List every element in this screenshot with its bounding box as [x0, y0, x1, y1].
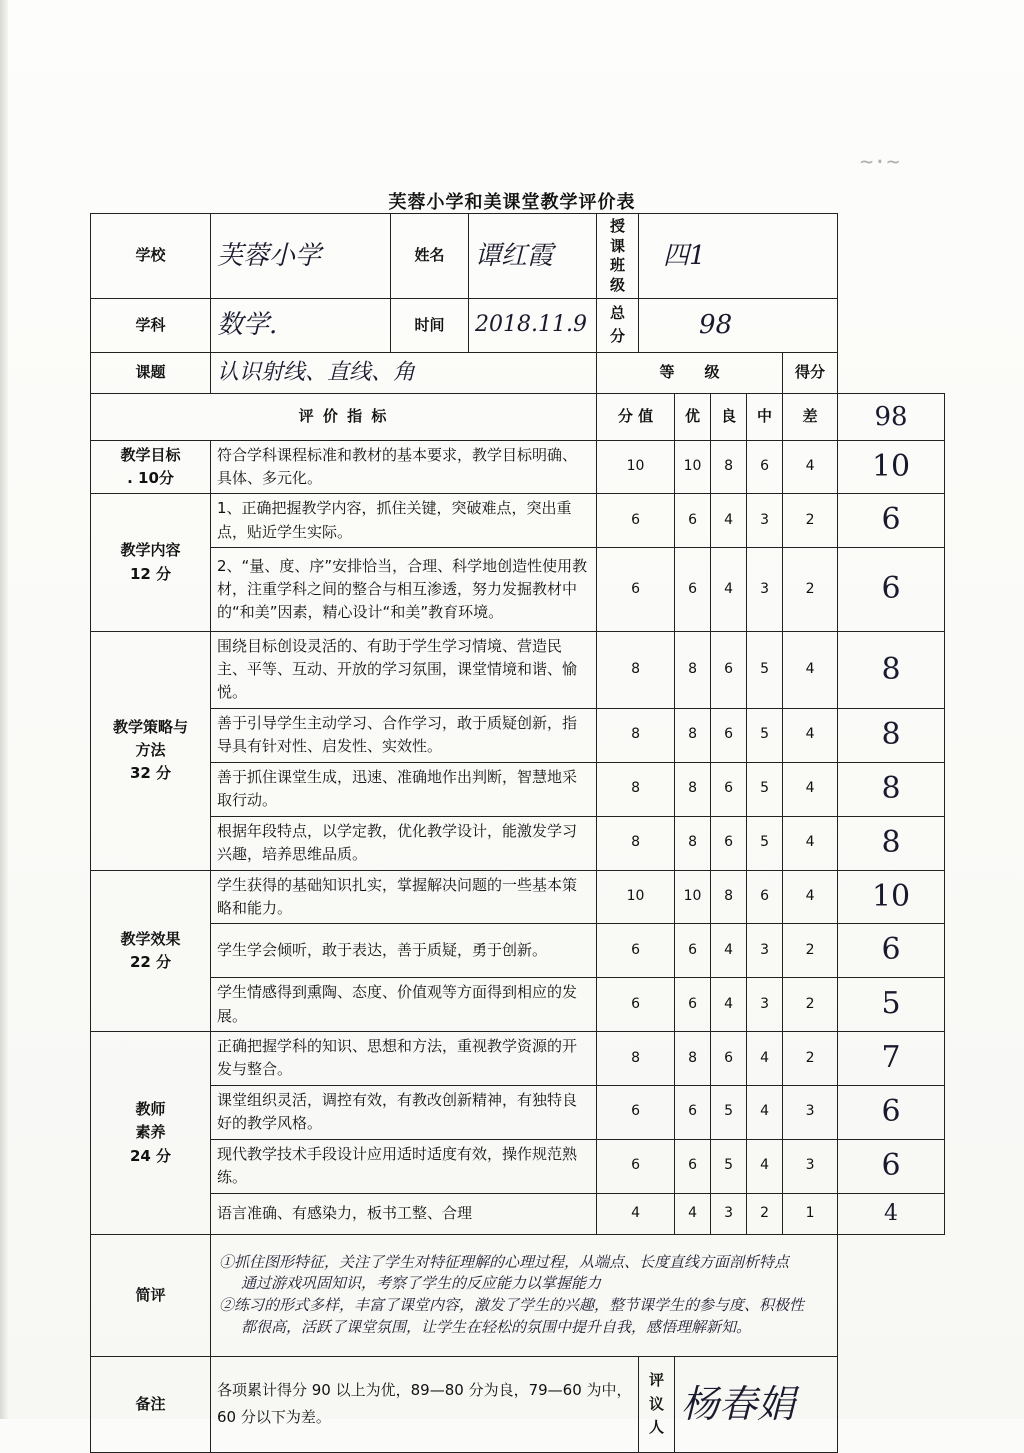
grade-label [597, 214, 639, 299]
criteria-text: 学生情感得到熏陶、态度、价值观等方面得到相应的发展。 [211, 978, 597, 1032]
form-title: 芙蓉小学和美课堂教学评价表 [388, 192, 636, 213]
criteria-row [91, 494, 945, 548]
excellent-value: 8 [675, 631, 711, 708]
points-value: 6 [597, 1085, 675, 1139]
points-value: 6 [597, 547, 675, 631]
medium-value: 5 [747, 816, 783, 870]
header-row-1 [91, 214, 945, 299]
points-value: 8 [597, 631, 675, 708]
criteria-text: 课堂组织灵活，调控有效，有教改创新精神，有独特良好的教学风格。 [211, 1085, 597, 1139]
good-value: 6 [711, 631, 747, 708]
level-label: 等 级 [597, 352, 783, 393]
medium-value: 6 [747, 870, 783, 924]
grade-label-line-2: 班级 [610, 256, 626, 294]
handwritten-score: 4 [838, 1193, 945, 1234]
criteria-row [91, 440, 945, 494]
criteria-text: 1、正确把握教学内容，抓住关键，突破难点，突出重点，贴近学生实际。 [211, 494, 597, 548]
medium-value: 4 [747, 1032, 783, 1086]
excellent-value: 6 [675, 1139, 711, 1193]
criteria-row [91, 1193, 945, 1234]
good-value: 4 [711, 494, 747, 548]
comment-line-1: ①抓住图形特征，关注了学生对特征理解的心理过程，从端点、长度直线方面剖析特点 [219, 1252, 790, 1271]
criteria-row [91, 870, 945, 924]
topic-value: 认识射线、直线、角 [211, 352, 597, 393]
header-row-3 [91, 352, 945, 393]
excellent-value: 10 [675, 440, 711, 494]
good-value: 5 [711, 1085, 747, 1139]
criteria-row [91, 1139, 945, 1193]
criteria-row [91, 1032, 945, 1086]
good-value: 4 [711, 978, 747, 1032]
criteria-text: 现代教学技术手段设计应用适时适度有效，操作规范熟练。 [211, 1139, 597, 1193]
medium-value: 3 [747, 494, 783, 548]
poor-value: 4 [783, 631, 838, 708]
poor-header: 差 [783, 393, 838, 440]
criteria-row [91, 762, 945, 816]
criteria-text: 正确把握学科的知识、思想和方法，重视教学资源的开发与整合。 [211, 1032, 597, 1086]
good-value: 4 [711, 547, 747, 631]
excellent-value: 8 [675, 1032, 711, 1086]
comment-label: 简评 [91, 1234, 211, 1356]
medium-value: 4 [747, 1085, 783, 1139]
column-header-row [91, 393, 945, 440]
school-value: 芙蓉小学 [211, 214, 391, 299]
criteria-text: 学生获得的基础知识扎实，掌握解决问题的一些基本策略和能力。 [211, 870, 597, 924]
handwritten-score: 6 [838, 1139, 945, 1193]
poor-value: 4 [783, 816, 838, 870]
poor-value: 1 [783, 1193, 838, 1234]
points-value: 6 [597, 1139, 675, 1193]
good-header: 良 [711, 393, 747, 440]
good-value: 6 [711, 1032, 747, 1086]
grade-value: 四1 [639, 214, 838, 299]
total-label: 总分 [597, 299, 639, 353]
comment-row [91, 1234, 945, 1356]
header-row-2 [91, 299, 945, 353]
evaluation-table [90, 213, 945, 1453]
criteria-text: 善于抓住课堂生成，迅速、准确地作出判断，智慧地采取行动。 [211, 762, 597, 816]
section-category: 教学目标 . 10分 [91, 440, 211, 494]
excellent-value: 6 [675, 924, 711, 978]
good-value: 3 [711, 1193, 747, 1234]
medium-value: 5 [747, 762, 783, 816]
good-value: 8 [711, 870, 747, 924]
comment-line-3: ②练习的形式多样，丰富了课堂内容，激发了学生的兴趣，整节课学生的参与度、积极性 [219, 1296, 805, 1315]
medium-header: 中 [747, 393, 783, 440]
section-category: 教学效果 22 分 [91, 870, 211, 1032]
excellent-header: 优 [675, 393, 711, 440]
criteria-text: 2、“量、度、序”安排恰当，合理、科学地创造性使用教材，注重学科之间的整合与相互渗透，努力发掘教材中的“和美”因素，精心设计“和美”教育环境。 [211, 547, 597, 631]
handwritten-score: 6 [838, 547, 945, 631]
medium-value: 6 [747, 440, 783, 494]
total-score-handwritten: 98 [838, 393, 945, 440]
points-header: 分 值 [597, 393, 675, 440]
subject-value: 数学. [211, 299, 391, 353]
points-value: 6 [597, 924, 675, 978]
good-value: 6 [711, 708, 747, 762]
section-category: 教学策略与 方法 32 分 [91, 631, 211, 870]
criteria-text: 语言准确、有感染力，板书工整、合理 [211, 1193, 597, 1234]
handwritten-score: 10 [838, 440, 945, 494]
poor-value: 4 [783, 440, 838, 494]
medium-value: 5 [747, 631, 783, 708]
points-value: 8 [597, 762, 675, 816]
sections-body [91, 440, 945, 1234]
handwritten-score: 6 [838, 924, 945, 978]
poor-value: 4 [783, 708, 838, 762]
indicator-header: 评 价 指 标 [91, 393, 597, 440]
criteria-row [91, 816, 945, 870]
handwritten-score: 8 [838, 708, 945, 762]
poor-value: 4 [783, 762, 838, 816]
excellent-value: 4 [675, 1193, 711, 1234]
remarks-row [91, 1356, 945, 1452]
handwritten-score: 5 [838, 978, 945, 1032]
medium-value: 4 [747, 1139, 783, 1193]
good-value: 8 [711, 440, 747, 494]
reviewer-label: 评 议 人 [639, 1356, 675, 1452]
points-value: 10 [597, 440, 675, 494]
handwritten-score: 8 [838, 631, 945, 708]
criteria-text: 学生学会倾听，敢于表达，善于质疑，勇于创新。 [211, 924, 597, 978]
grade-label-line-1: 授课 [610, 217, 626, 255]
points-value: 6 [597, 978, 675, 1032]
handwritten-score: 8 [838, 762, 945, 816]
poor-value: 2 [783, 978, 838, 1032]
medium-value: 3 [747, 978, 783, 1032]
time-label: 时间 [391, 299, 469, 353]
medium-value: 2 [747, 1193, 783, 1234]
remarks-text: 各项累计得分 90 以上为优，89—80 分为良，79—60 为中，60 分以下为差。 [211, 1356, 639, 1452]
comment-line-4: 都很高，活跃了课堂氛围，让学生在轻松的氛围中提升自我，感悟理解新知。 [241, 1317, 752, 1336]
school-label: 学校 [91, 214, 211, 299]
good-value: 6 [711, 816, 747, 870]
poor-value: 3 [783, 1085, 838, 1139]
reviewer-signature: 杨春娟 [675, 1356, 838, 1452]
handwritten-score: 8 [838, 816, 945, 870]
criteria-row [91, 631, 945, 708]
medium-value: 5 [747, 708, 783, 762]
ink-smudge: ~·~ [860, 150, 900, 175]
excellent-value: 10 [675, 870, 711, 924]
poor-value: 2 [783, 1032, 838, 1086]
handwritten-score: 7 [838, 1032, 945, 1086]
excellent-value: 8 [675, 816, 711, 870]
good-value: 5 [711, 1139, 747, 1193]
poor-value: 2 [783, 924, 838, 978]
excellent-value: 6 [675, 978, 711, 1032]
comment-line-2: 通过游戏巩固知识，考察了学生的反应能力以掌握能力 [241, 1274, 602, 1293]
time-value: 2018.11.9 [469, 299, 597, 353]
poor-value: 4 [783, 870, 838, 924]
criteria-text: 符合学科课程标准和教材的基本要求，教学目标明确、具体、多元化。 [211, 440, 597, 494]
medium-value: 3 [747, 547, 783, 631]
handwritten-score: 10 [838, 870, 945, 924]
criteria-row [91, 978, 945, 1032]
criteria-text: 围绕目标创设灵活的、有助于学生学习情境、营造民主、平等、互动、开放的学习氛围，课堂情境和谐、愉悦。 [211, 631, 597, 708]
criteria-row [91, 708, 945, 762]
criteria-text: 善于引导学生主动学习、合作学习，敢于质疑创新，指导具有针对性、启发性、实效性。 [211, 708, 597, 762]
criteria-row [91, 1085, 945, 1139]
good-value: 6 [711, 762, 747, 816]
points-value: 10 [597, 870, 675, 924]
score-label: 得分 [783, 352, 838, 393]
criteria-row [91, 547, 945, 631]
points-value: 6 [597, 494, 675, 548]
excellent-value: 8 [675, 708, 711, 762]
handwritten-score: 6 [838, 1085, 945, 1139]
topic-label: 课题 [91, 352, 211, 393]
handwritten-score: 6 [838, 494, 945, 548]
name-value: 谭红霞 [469, 214, 597, 299]
criteria-row [91, 924, 945, 978]
points-value: 8 [597, 708, 675, 762]
points-value: 8 [597, 816, 675, 870]
poor-value: 2 [783, 547, 838, 631]
subject-label: 学科 [91, 299, 211, 353]
medium-value: 3 [747, 924, 783, 978]
comment-content [211, 1234, 838, 1356]
points-value: 8 [597, 1032, 675, 1086]
remarks-label: 备注 [91, 1356, 211, 1452]
name-label: 姓名 [391, 214, 469, 299]
section-category: 教学内容 12 分 [91, 494, 211, 632]
poor-value: 3 [783, 1139, 838, 1193]
excellent-value: 6 [675, 547, 711, 631]
section-category: 教师 素养 24 分 [91, 1032, 211, 1235]
poor-value: 2 [783, 494, 838, 548]
criteria-text: 根据年段特点，以学定教，优化教学设计，能激发学习兴趣，培养思维品质。 [211, 816, 597, 870]
points-value: 4 [597, 1193, 675, 1234]
excellent-value: 6 [675, 1085, 711, 1139]
good-value: 4 [711, 924, 747, 978]
excellent-value: 6 [675, 494, 711, 548]
total-value: 98 [639, 299, 838, 353]
excellent-value: 8 [675, 762, 711, 816]
